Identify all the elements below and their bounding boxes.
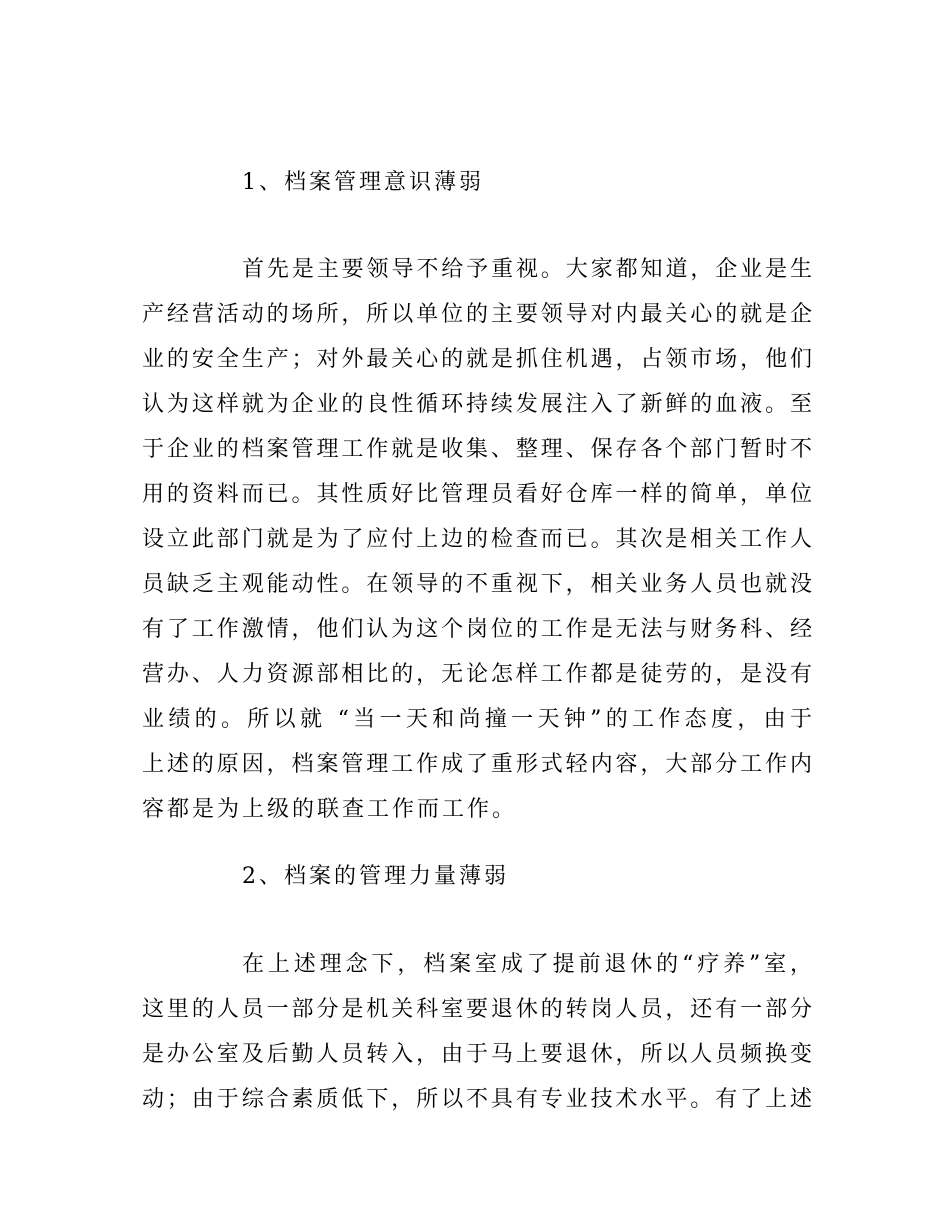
section-2-heading: 2、档案的管理力量薄弱 — [242, 864, 509, 889]
paragraph-line: 容都是为上级的联查工作而工作。 — [142, 797, 518, 822]
paragraph-line: 营办、人力资源部相比的，无论怎样工作都是徒劳的，是没有 — [142, 662, 812, 687]
paragraph-line: 是办公室及后勤人员转入，由于马上要退休，所以人员频换变 — [142, 1042, 812, 1067]
paragraph-line: 动；由于综合素质低下，所以不具有专业技术水平。有了上述 — [142, 1087, 812, 1112]
section-1-heading: 1、档案管理意识薄弱 — [242, 170, 484, 195]
paragraph-line: 业的安全生产；对外最关心的就是抓住机遇，占领市场，他们 — [142, 347, 812, 372]
paragraph-line: 产经营活动的场所，所以单位的主要领导对内最关心的就是企 — [142, 302, 812, 327]
paragraph-line: 设立此部门就是为了应付上边的检查而已。其次是相关工作人 — [142, 527, 812, 552]
paragraph-line: 认为这样就为企业的良性循环持续发展注入了新鲜的血液。至 — [142, 392, 812, 417]
paragraph-line: 首先是主要领导不给予重视。大家都知道，企业是生 — [242, 257, 812, 282]
paragraph-line: 有了工作激情，他们认为这个岗位的工作是无法与财务科、经 — [142, 617, 812, 642]
paragraph-line: 于企业的档案管理工作就是收集、整理、保存各个部门暂时不 — [142, 437, 812, 462]
paragraph-line: 这里的人员一部分是机关科室要退休的转岗人员，还有一部分 — [142, 997, 812, 1022]
paragraph-line: 在上述理念下，档案室成了提前退休的“疗养”室， — [242, 952, 812, 977]
section-1-paragraph — [142, 247, 812, 832]
paragraph-line: 上述的原因，档案管理工作成了重形式轻内容，大部分工作内 — [142, 752, 812, 777]
section-2-paragraph — [142, 942, 812, 1122]
paragraph-line: 用的资料而已。其性质好比管理员看好仓库一样的简单，单位 — [142, 482, 812, 507]
paragraph-line: 员缺乏主观能动性。在领导的不重视下，相关业务人员也就没 — [142, 572, 812, 597]
paragraph-line: 业绩的。所以就 “当一天和尚撞一天钟”的工作态度，由于 — [142, 707, 812, 732]
